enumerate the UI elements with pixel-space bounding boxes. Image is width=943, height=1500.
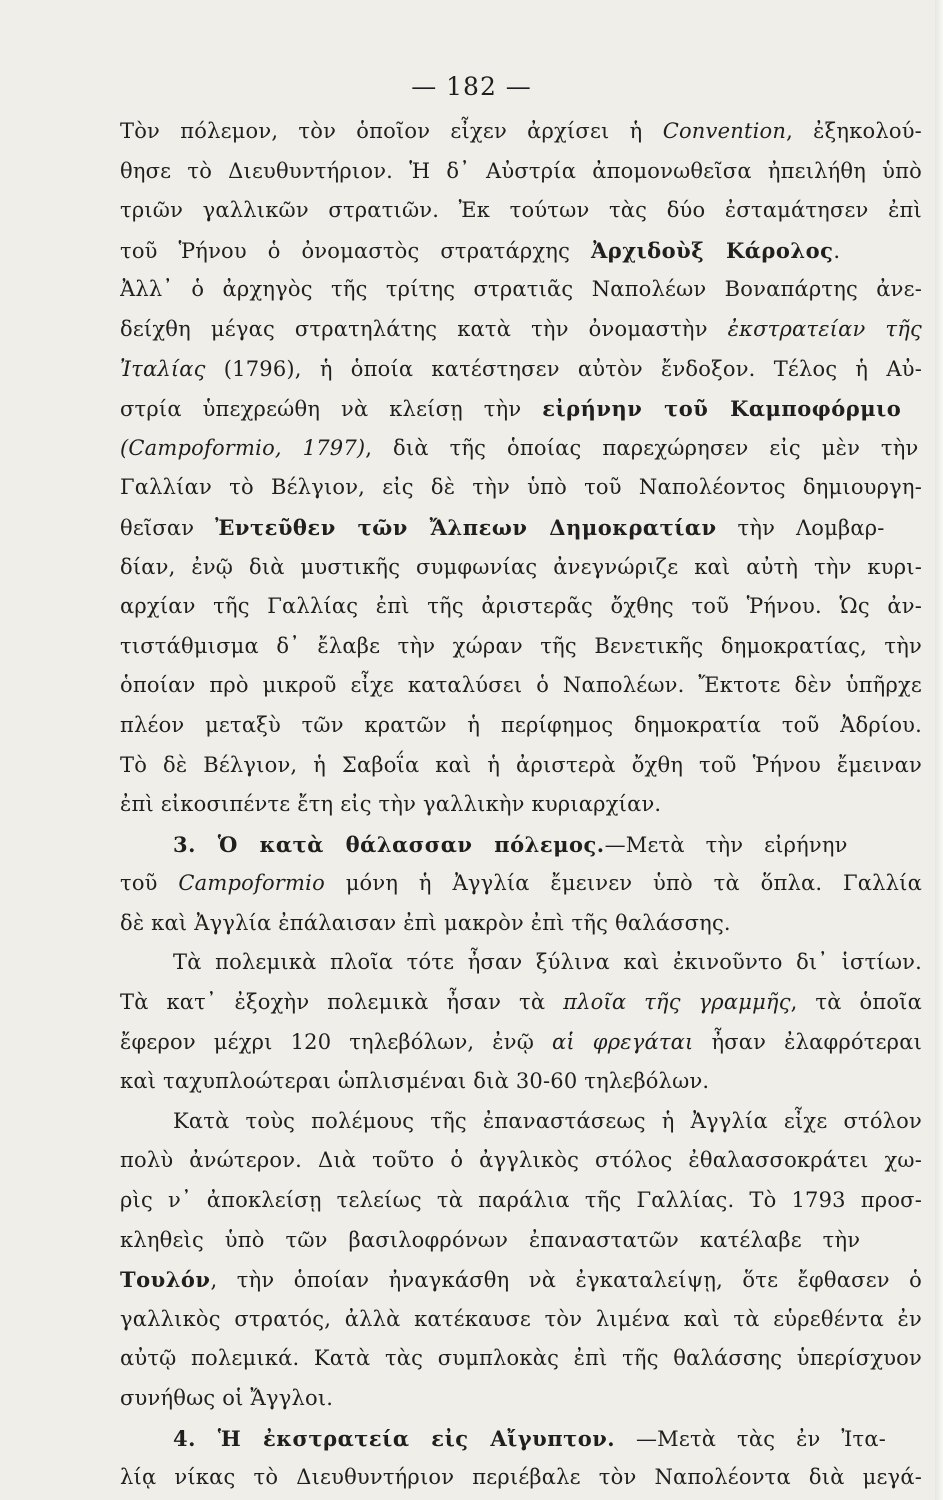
line-text: θεῖσαν: [120, 515, 216, 540]
text-line: [120, 468, 922, 508]
text-line: [120, 1181, 922, 1221]
line-text: ἔφερον μέχρι 120 τηλεβόλων, ἐνῷ: [120, 1029, 552, 1054]
line-text: μόνη ἡ Ἀγγλία ἔμεινεν ὑπὸ τὰ ὅπλα. Γαλλία: [324, 871, 922, 896]
line-text: Τὸ δὲ Βέλγιον, ἡ Σαβοΐα καὶ ἡ ἀριστερὰ ὄχθη τοῦ Ῥήνου ἔμειναν: [120, 752, 922, 777]
line-text: Τὰ πολεμικὰ πλοῖα τότε ἦσαν ξύλινα καὶ ἐκινοῦντο δι᾽ ἱστίων.: [173, 950, 922, 975]
line-text: , ἐξηκολού-: [786, 119, 922, 143]
line-text: αὐτῷ πολεμικά. Κατὰ τὰς συμπλοκὰς ἐπὶ τῆς θαλάσσης ὑπερίσχυον: [120, 1346, 922, 1371]
italic-text: Convention: [662, 119, 787, 143]
bold-heading-text: Ἐντεῦθεν τῶν Ἄλπεων Δημοκρατίαν: [215, 514, 717, 540]
line-text: (1796), ἡ ὁποία κατέστησεν αὐτὸν ἔνδοξον. Τέλος ἡ Αὐ-: [205, 356, 922, 381]
text-line: [120, 1300, 922, 1340]
text-line: [120, 785, 922, 825]
text-line: [120, 1260, 922, 1300]
line-text: θησε τὸ Διευθυντήριον. Ἡ δ᾽ Αὐστρία ἀπομονωθεῖσα ἠπειλήθη ὑπὸ: [120, 158, 922, 183]
italic-text: αἱ φρεγάται: [552, 1029, 694, 1054]
line-text: πλέον μεταξὺ τῶν κρατῶν ἡ περίφημος δημοκρατία τοῦ Ἀδρίου.: [120, 712, 922, 737]
line-text: —Μετὰ τὴν εἰρήνην: [604, 832, 848, 857]
line-text: ἐπὶ εἰκοσιπέντε ἔτη εἰς τὴν γαλλικὴν κυριαρχίαν.: [120, 792, 662, 817]
bold-heading-text: 4. Ἡ ἐκστρατεία εἰς Αἴγυπτον.: [173, 1425, 616, 1451]
text-line: [120, 587, 922, 627]
line-text: Ἀλλ᾽ ὁ ἀρχηγὸς τῆς τρίτης στρατιᾶς Ναπολέων Βοναπάρτης ἀνε-: [120, 277, 922, 302]
line-text: δείχθη μέγας στρατηλάτης κατὰ τὴν ὀνομαστὴν: [120, 316, 728, 341]
text-line: [120, 1419, 922, 1459]
text-line: [120, 1141, 922, 1181]
text-line: [120, 983, 922, 1023]
italic-text: (Campoformio, 1797): [120, 435, 366, 460]
text-line: [120, 270, 922, 310]
line-text: —Μετὰ τὰς ἐν Ἰτα-: [615, 1426, 887, 1451]
text-line: [120, 1062, 922, 1102]
page-edge: [935, 0, 943, 1500]
line-text: κληθεὶς ὑπὸ τῶν βασιλοφρόνων ἐπαναστατῶν κατέλαβε τὴν: [120, 1227, 861, 1252]
italic-text: Ἰταλίας: [120, 356, 206, 381]
text-line: [120, 1458, 922, 1498]
text-line: [120, 231, 922, 271]
line-text: δὲ καὶ Ἀγγλία ἐπάλαισαν ἐπὶ μακρὸν ἐπὶ τῆς θαλάσσης.: [120, 910, 731, 935]
line-text: τριῶν γαλλικῶν στρατιῶν. Ἐκ τούτων τὰς δύο ἐσταμάτησεν ἐπὶ: [120, 198, 922, 223]
text-line: [120, 706, 922, 746]
line-text: γαλλικὸς στρατός, ἀλλὰ κατέκαυσε τὸν λιμένα καὶ τὰ εὑρεθέντα ἐν: [120, 1306, 922, 1331]
text-line: [120, 112, 922, 152]
line-text: ἦσαν ἐλαφρότεραι: [693, 1029, 922, 1054]
text-line: [120, 152, 922, 192]
text-line: [120, 191, 922, 231]
line-text: , τὴν ὁποίαν ἠναγκάσθη νὰ ἐγκαταλείψῃ, ὅτε ἔφθασεν ὁ: [210, 1268, 922, 1293]
line-text: , τὰ ὁποῖα: [790, 990, 922, 1015]
bold-heading-text: Τουλόν: [120, 1267, 211, 1293]
line-text: ρὶς ν᾽ ἀποκλείσῃ τελείως τὰ παράλια τῆς Γαλλίας. Τὸ 1793 προσ-: [120, 1188, 922, 1213]
line-text: τοῦ: [120, 871, 179, 896]
text-line: [120, 864, 922, 904]
text-line: [120, 666, 922, 706]
line-text: Τὰ κατ᾽ ἐξοχὴν πολεμικὰ ἦσαν τὰ: [120, 990, 564, 1015]
text-line: [120, 1023, 922, 1063]
text-line: [120, 943, 922, 983]
line-text: λίᾳ νίκας τὸ Διευθυντήριον περιέβαλε τὸν Ναπολέοντα διὰ μεγά-: [120, 1465, 922, 1490]
text-line: [120, 1379, 922, 1419]
line-text: πολὺ ἀνώτερον. Διὰ τοῦτο ὁ ἀγγλικὸς στόλος ἐθαλασσοκράτει χω-: [120, 1148, 922, 1173]
text-line: [120, 627, 922, 667]
line-text: .: [833, 238, 841, 263]
text-line: [120, 508, 922, 548]
text-line: [120, 429, 922, 469]
italic-text: Campoformio: [178, 871, 325, 896]
text-line: [120, 746, 922, 786]
text-line: [120, 904, 922, 944]
line-text: Τὸν πόλεμον, τὸν ὁποῖον εἶχεν ἀρχίσει ἡ: [120, 119, 663, 143]
bold-heading-text: εἰρήνην τοῦ Καμποφόρμιο: [542, 396, 902, 422]
text-line: [120, 1102, 922, 1142]
line-text: καὶ ταχυπλοώτεραι ὡπλισμέναι διὰ 30-60 τηλεβόλων.: [120, 1069, 710, 1094]
text-line: [120, 1339, 922, 1379]
line-text: , διὰ τῆς ὁποίας παρεχώρησεν εἰς μὲν τὴν: [365, 435, 919, 460]
line-text: ὁποίαν πρὸ μικροῦ εἶχε καταλύσει ὁ Ναπολέων. Ἔκτοτε δὲν ὑπῆρχε: [120, 673, 922, 698]
line-text: αρχίαν τῆς Γαλλίας ἐπὶ τῆς ἀριστερᾶς ὄχθης τοῦ Ῥήνου. Ὡς ἀν-: [120, 594, 922, 619]
italic-text: πλοῖα τῆς γραμμῆς: [563, 990, 791, 1015]
text-line: [120, 389, 922, 429]
line-text: Γαλλίαν τὸ Βέλγιον, εἰς δὲ τὴν ὑπὸ τοῦ Ναπολέοντος δημιουργη-: [120, 475, 922, 500]
line-text: τοῦ Ῥήνου ὁ ὀνομαστὸς στρατάρχης: [120, 238, 591, 263]
bold-heading-text: Ἀρχιδοὺξ Κάρολος: [590, 237, 834, 263]
text-line: [120, 1221, 922, 1261]
text-line: [120, 350, 922, 390]
line-text: τὴν Λομβαρ-: [716, 515, 885, 540]
text-line: [120, 548, 922, 588]
text-line: [120, 825, 922, 865]
body-text: [120, 112, 922, 1498]
line-text: συνήθως οἱ Ἄγγλοι.: [120, 1386, 334, 1410]
line-text: στρία ὑπεχρεώθη νὰ κλείσῃ τὴν: [120, 397, 543, 422]
bold-heading-text: 3. Ὁ κατὰ θάλασσαν πόλεμος.: [173, 831, 605, 857]
line-text: Κατὰ τοὺς πολέμους τῆς ἐπαναστάσεως ἡ Ἀγγλία εἶχε στόλον: [173, 1108, 922, 1133]
line-text: τιστάθμισμα δ᾽ ἔλαβε τὴν χώραν τῆς Βενετικῆς δημοκρατίας, τὴν: [120, 633, 922, 658]
line-text: δίαν, ἐνῷ διὰ μυστικῆς συμφωνίας ἀνεγνώριζε καὶ αὐτὴ τὴν κυρι-: [120, 554, 922, 579]
italic-text: ἐκστρατείαν τῆς: [727, 316, 922, 341]
text-line: [120, 310, 922, 350]
page-number: — 182 —: [411, 72, 532, 101]
